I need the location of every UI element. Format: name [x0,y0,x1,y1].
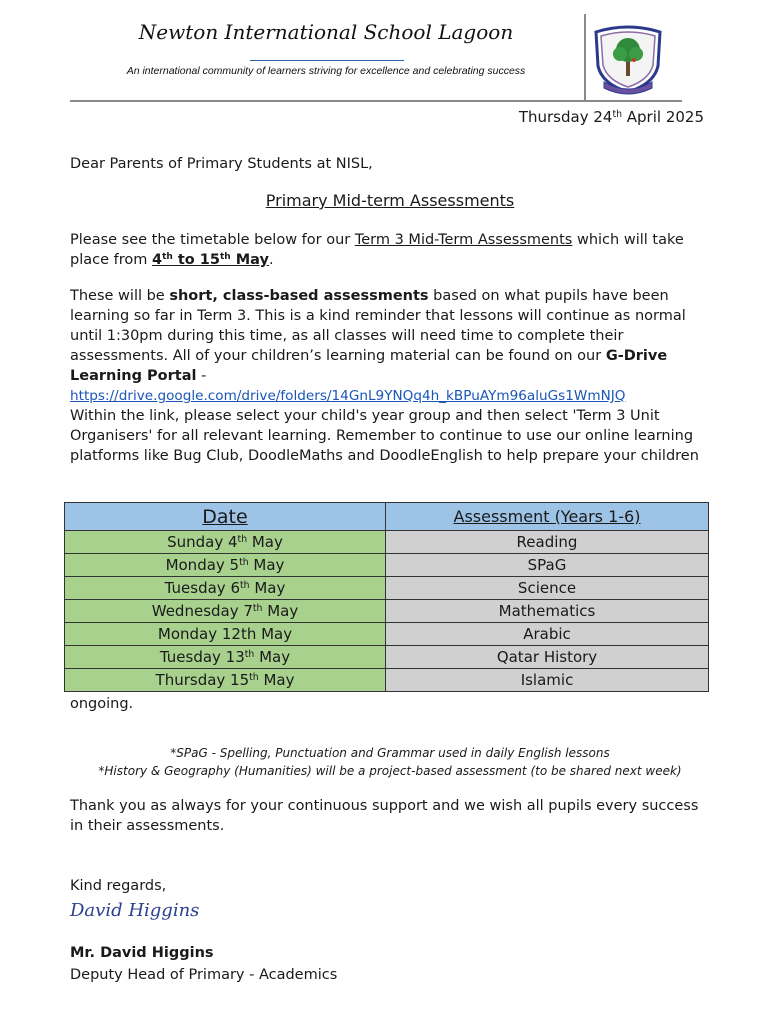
assessment-cell: Islamic [386,669,709,692]
date-cell: Tuesday 6th May [65,577,386,600]
header-vertical-divider [584,14,586,102]
assessment-cell: Reading [386,531,709,554]
kind-regards: Kind regards, [70,878,167,894]
school-name: Newton International School Lagoon [138,20,514,44]
signer-title: Deputy Head of Primary - Academics [70,967,338,983]
assessment-cell: Qatar History [386,646,709,669]
date-cell: Monday 5th May [65,554,386,577]
table-row [65,554,709,577]
assessment-cell: Mathematics [386,600,709,623]
date-column-header: Date [65,503,386,531]
date-cell: Wednesday 7th May [65,600,386,623]
assessment-cell: Science [386,577,709,600]
assessment-timetable [64,502,709,692]
signature: David Higgins [70,900,200,921]
assessment-info-paragraph: These will be short, class-based assessments based on what pupils have been learning so far in Term 3. This is a kind reminder that lessons will continue as normal until 1:30pm during this time, as all classes will need time to complete their assessments. All of your children’s learning material can be found on our G-Drive Learning Portal - https://drive.google.com/drive/folders/14GnL9YNQq4h_kBPuAYm96aluGs1WmNJQ [70,288,686,404]
spag-note: *SPaG - Spelling, Punctuation and Grammar used in daily English lessons [170,746,610,760]
table-row [65,600,709,623]
date-cell: Thursday 15th May [65,669,386,692]
title-underline [250,60,404,61]
table-row [65,577,709,600]
g-drive-link[interactable]: https://drive.google.com/drive/folders/14GnL9YNQq4h_kBPuAYm96aluGs1WmNJQ [70,388,626,404]
intro-paragraph: Please see the timetable below for our Term 3 Mid-Term Assessments which will take place from 4th to 15th May. [70,232,684,268]
table-row [65,669,709,692]
signer-name: Mr. David Higgins [70,945,214,961]
date-cell: Tuesday 13th May [65,646,386,669]
assessment-cell: SPaG [386,554,709,577]
greeting: Dear Parents of Primary Students at NISL, [70,156,373,172]
table-row [65,623,709,646]
date-cell: Monday 12th May [65,623,386,646]
school-tagline: An international community of learners striving for excellence and celebrating success [126,65,526,77]
letter-date: Thursday 24th April 2025 [518,108,704,126]
letter-title: Primary Mid-term Assessments [265,191,515,210]
ongoing-text: ongoing. [70,696,134,712]
instructions-paragraph: Within the link, please select your child's year group and then select 'Term 3 Unit Organisers' for all relevant learning. Remember to continue to use our online learning platforms like Bug Club, DoodleMaths and DoodleEnglish to help prepare your children [70,408,699,464]
table-row [65,531,709,554]
table-row [65,646,709,669]
assessment-cell: Arabic [386,623,709,646]
humanities-note: *History & Geography (Humanities) will be a project-based assessment (to be shared next week) [98,764,682,778]
header-divider [70,100,682,102]
date-cell: Sunday 4th May [65,531,386,554]
closing-paragraph: Thank you as always for your continuous support and we wish all pupils every success in their assessments. [70,798,699,834]
assessment-column-header: Assessment (Years 1-6) [386,503,709,531]
school-crest-logo [588,18,668,98]
